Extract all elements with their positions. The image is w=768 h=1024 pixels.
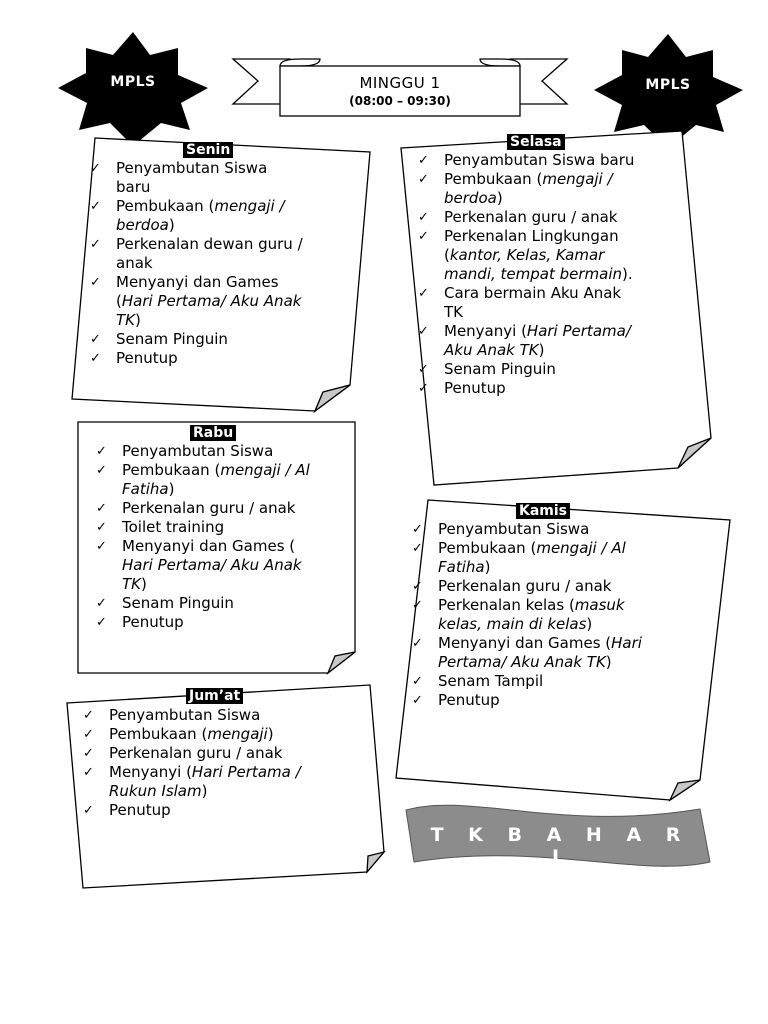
list-item: ✓ Menyanyi (Hari Pertama/ Aku Anak TK) — [418, 322, 631, 359]
check-icon: ✓ — [96, 615, 107, 630]
rabu-title: Rabu — [190, 425, 236, 441]
mpls-badge-right: MPLS — [645, 77, 691, 93]
list-item: ✓ Cara bermain Aku Anak TK — [418, 284, 622, 321]
list-item: ✓ Menyanyi dan Games (Hari Pertama/ Aku Anak TK) — [90, 273, 302, 329]
mpls-badge-left: MPLS — [110, 74, 156, 90]
list-item: ✓ Penutup — [96, 613, 184, 631]
list-item: ✓ Pembukaan (mengaji / berdoa) — [418, 170, 613, 207]
list-item: ✓ Penyambutan Siswa baru — [418, 151, 635, 169]
check-icon: ✓ — [90, 351, 101, 366]
list-item: ✓ Senam Pinguin — [90, 330, 228, 348]
list-item: ✓ Penyambutan Siswa — [412, 520, 590, 538]
check-icon: ✓ — [96, 520, 107, 535]
check-icon: ✓ — [83, 727, 94, 742]
list-item: ✓ Menyanyi dan Games ( Hari Pertama/ Aku Anak TK) — [96, 537, 302, 593]
check-icon: ✓ — [83, 765, 94, 780]
check-icon: ✓ — [83, 708, 94, 723]
check-icon: ✓ — [412, 636, 423, 651]
selasa-title: Selasa — [507, 134, 565, 150]
list-item: ✓ Pembukaan (mengaji / Al Fatiha) — [96, 461, 310, 498]
check-icon: ✓ — [418, 362, 429, 377]
list-item: ✓ Perkenalan guru / anak — [412, 577, 612, 595]
senin-title: Senin — [183, 142, 233, 158]
jumat-title: Jum’at — [186, 688, 243, 704]
list-item: ✓ Perkenalan Lingkungan (kantor, Kelas, Kamar mandi, tempat bermain). — [418, 227, 633, 283]
check-icon: ✓ — [418, 324, 429, 339]
check-icon: ✓ — [96, 463, 107, 478]
list-item: ✓ Pembukaan (mengaji / berdoa) — [90, 197, 285, 234]
list-item: ✓ Penyambutan Siswa — [96, 442, 274, 460]
jumat-list — [83, 706, 363, 820]
check-icon: ✓ — [412, 541, 423, 556]
check-icon: ✓ — [418, 381, 429, 396]
list-item: ✓ Pembukaan (mengaji / Al Fatiha) — [412, 539, 626, 576]
list-item: ✓ Penutup — [90, 349, 178, 367]
check-icon: ✓ — [418, 153, 429, 168]
check-icon: ✓ — [418, 286, 429, 301]
check-icon: ✓ — [90, 275, 101, 290]
list-item: ✓ Penyambutan Siswa baru — [90, 159, 268, 196]
list-item: ✓ Senam Tampil — [412, 672, 544, 690]
check-icon: ✓ — [83, 746, 94, 761]
check-icon: ✓ — [418, 210, 429, 225]
check-icon: ✓ — [90, 199, 101, 214]
check-icon: ✓ — [412, 674, 423, 689]
list-item: ✓ Penyambutan Siswa — [83, 706, 261, 724]
check-icon: ✓ — [96, 596, 107, 611]
check-icon: ✓ — [90, 237, 101, 252]
check-icon: ✓ — [90, 161, 101, 176]
list-item: ✓ Perkenalan kelas (masuk kelas, main di kelas) — [412, 596, 625, 633]
banner-title: MINGGU 1 — [359, 74, 441, 92]
check-icon: ✓ — [96, 444, 107, 459]
senin-list — [90, 159, 350, 368]
check-icon: ✓ — [418, 229, 429, 244]
list-item: ✓ Toilet training — [96, 518, 225, 536]
check-icon: ✓ — [96, 539, 107, 554]
list-item: ✓ Perkenalan guru / anak — [83, 744, 283, 762]
list-item: ✓ Senam Pinguin — [96, 594, 234, 612]
list-item: ✓ Perkenalan dewan guru / anak — [90, 235, 303, 272]
check-icon: ✓ — [412, 522, 423, 537]
list-item: ✓ Pembukaan (mengaji) — [83, 725, 274, 743]
check-icon: ✓ — [96, 501, 107, 516]
check-icon: ✓ — [412, 579, 423, 594]
list-item: ✓ Perkenalan guru / anak — [418, 208, 618, 226]
list-item: ✓ Penutup — [412, 691, 500, 709]
check-icon: ✓ — [412, 598, 423, 613]
check-icon: ✓ — [412, 693, 423, 708]
list-item: ✓ Penutup — [418, 379, 506, 397]
selasa-list — [418, 151, 688, 398]
check-icon: ✓ — [83, 803, 94, 818]
check-icon: ✓ — [418, 172, 429, 187]
list-item: ✓ Senam Pinguin — [418, 360, 556, 378]
banner-time: (08:00 – 09:30) — [349, 94, 451, 108]
kamis-list — [412, 520, 702, 710]
list-item: ✓ Penutup — [83, 801, 171, 819]
list-item: ✓ Menyanyi (Hari Pertama / Rukun Islam) — [83, 763, 301, 800]
tk-bahari-label: T K B A H A R I — [430, 824, 690, 868]
list-item: ✓ Menyanyi dan Games (Hari Pertama/ Aku Anak TK) — [412, 634, 642, 671]
kamis-title: Kamis — [516, 503, 570, 519]
check-icon: ✓ — [90, 332, 101, 347]
list-item: ✓ Perkenalan guru / anak — [96, 499, 296, 517]
rabu-list — [96, 442, 351, 632]
